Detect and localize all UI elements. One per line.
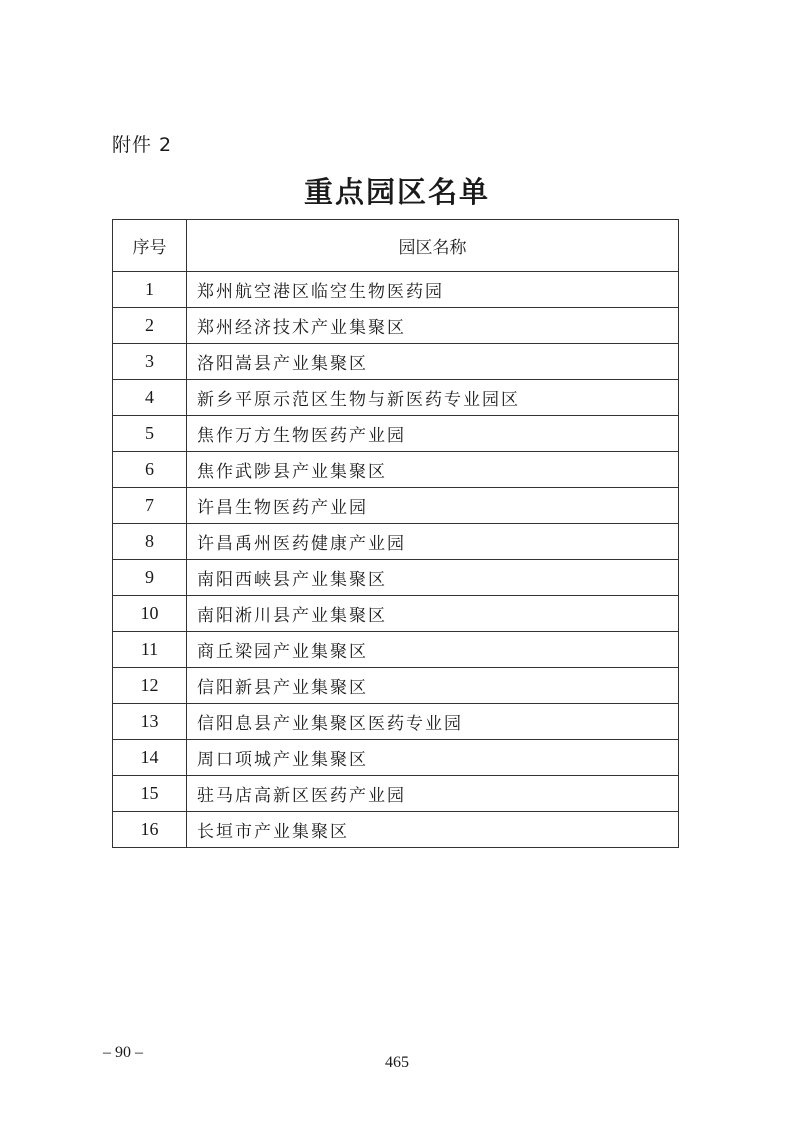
row-park-name: 南阳西峡县产业集聚区 bbox=[187, 560, 679, 596]
row-park-name: 长垣市产业集聚区 bbox=[187, 812, 679, 848]
header-seq: 序号 bbox=[113, 220, 187, 272]
row-park-name: 许昌禹州医药健康产业园 bbox=[187, 524, 679, 560]
table-row bbox=[113, 344, 679, 380]
row-seq: 6 bbox=[113, 452, 187, 488]
table-row bbox=[113, 632, 679, 668]
row-park-name: 信阳息县产业集聚区医药专业园 bbox=[187, 704, 679, 740]
page-number: – 90 – bbox=[103, 1044, 143, 1061]
row-park-name: 信阳新县产业集聚区 bbox=[187, 668, 679, 704]
table-row bbox=[113, 560, 679, 596]
row-seq: 11 bbox=[113, 632, 187, 668]
doc-number: 465 bbox=[385, 1054, 409, 1071]
page-title: 重点园区名单 bbox=[303, 175, 490, 209]
header-name: 园区名称 bbox=[187, 220, 679, 272]
table-row bbox=[113, 812, 679, 848]
row-park-name: 驻马店高新区医药产业园 bbox=[187, 776, 679, 812]
row-seq: 9 bbox=[113, 560, 187, 596]
row-seq: 4 bbox=[113, 380, 187, 416]
table-row bbox=[113, 668, 679, 704]
park-list-table bbox=[112, 219, 679, 848]
row-park-name: 焦作武陟县产业集聚区 bbox=[187, 452, 679, 488]
table-row bbox=[113, 272, 679, 308]
row-seq: 2 bbox=[113, 308, 187, 344]
attachment-label: 附件 2 bbox=[112, 134, 173, 156]
row-seq: 16 bbox=[113, 812, 187, 848]
table-row bbox=[113, 740, 679, 776]
table-row bbox=[113, 416, 679, 452]
row-park-name: 南阳淅川县产业集聚区 bbox=[187, 596, 679, 632]
row-park-name: 郑州航空港区临空生物医药园 bbox=[187, 272, 679, 308]
row-seq: 3 bbox=[113, 344, 187, 380]
table-row bbox=[113, 308, 679, 344]
row-seq: 1 bbox=[113, 272, 187, 308]
table-row bbox=[113, 452, 679, 488]
table-row bbox=[113, 524, 679, 560]
row-park-name: 新乡平原示范区生物与新医药专业园区 bbox=[187, 380, 679, 416]
row-park-name: 许昌生物医药产业园 bbox=[187, 488, 679, 524]
table-row bbox=[113, 704, 679, 740]
table-header-row bbox=[113, 220, 679, 272]
row-park-name: 郑州经济技术产业集聚区 bbox=[187, 308, 679, 344]
row-seq: 10 bbox=[113, 596, 187, 632]
row-seq: 8 bbox=[113, 524, 187, 560]
row-seq: 12 bbox=[113, 668, 187, 704]
table-row bbox=[113, 380, 679, 416]
table-row bbox=[113, 488, 679, 524]
row-seq: 7 bbox=[113, 488, 187, 524]
row-seq: 15 bbox=[113, 776, 187, 812]
row-seq: 13 bbox=[113, 704, 187, 740]
table-row bbox=[113, 596, 679, 632]
table-body bbox=[113, 272, 679, 848]
table-row bbox=[113, 776, 679, 812]
row-park-name: 洛阳嵩县产业集聚区 bbox=[187, 344, 679, 380]
row-park-name: 周口项城产业集聚区 bbox=[187, 740, 679, 776]
row-park-name: 焦作万方生物医药产业园 bbox=[187, 416, 679, 452]
row-seq: 14 bbox=[113, 740, 187, 776]
row-seq: 5 bbox=[113, 416, 187, 452]
row-park-name: 商丘梁园产业集聚区 bbox=[187, 632, 679, 668]
